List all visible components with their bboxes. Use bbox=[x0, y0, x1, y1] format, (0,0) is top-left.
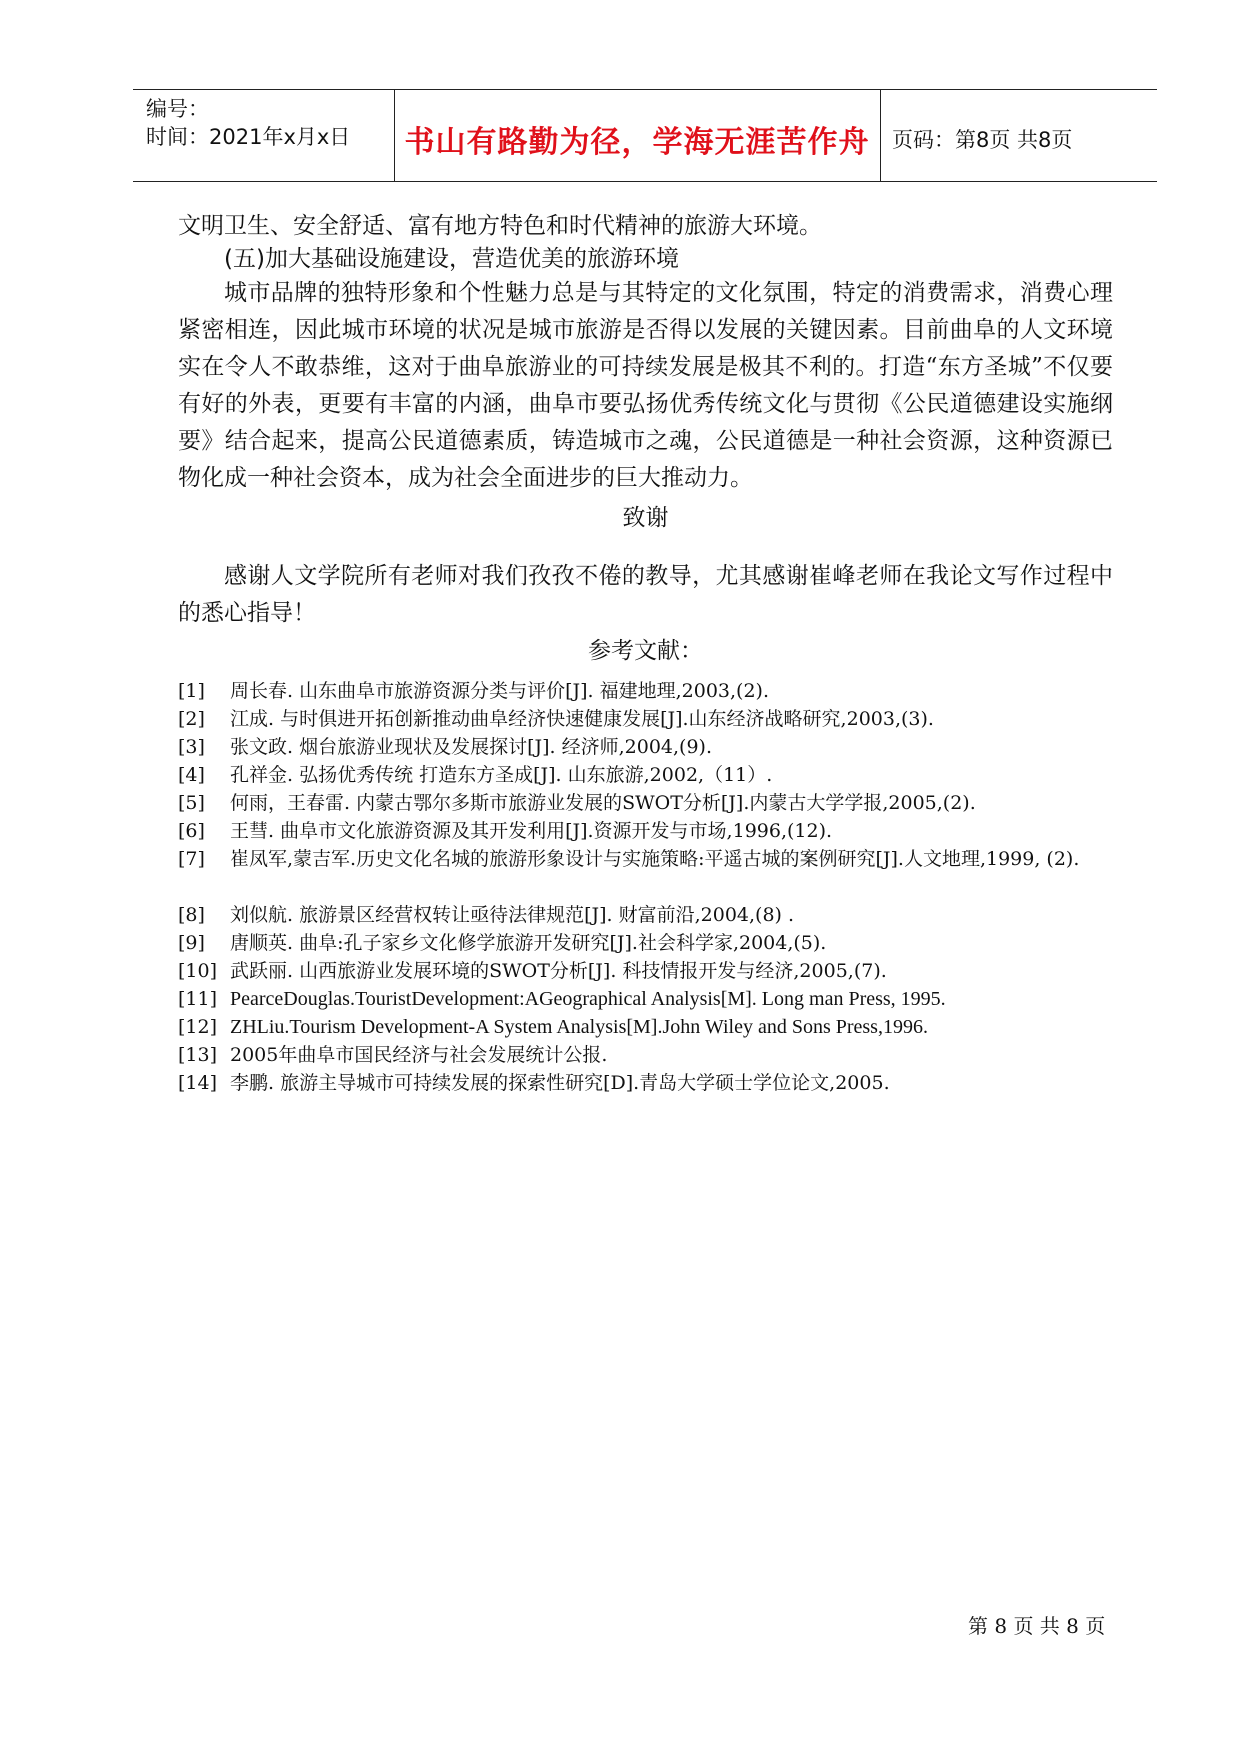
reference-text: 孔祥金. 弘扬优秀传统 打造东方圣成[J]. 山东旅游,2002,（11）. bbox=[230, 764, 773, 786]
reference-item bbox=[178, 705, 1128, 733]
reference-number: [13] bbox=[178, 1044, 218, 1066]
reference-number: [9] bbox=[178, 932, 205, 954]
section-paragraph: 城市品牌的独特形象和个性魅力总是与其特定的文化氛围，特定的消费需求，消费心理紧密相连，因此城市环境的状况是城市旅游是否得以发展的关键因素。目前曲阜的人文环境实在令人不敢恭维，这对于曲阜旅游业的可持续发展是极其不利的。打造“东方圣城”不仅要有好的外表，更要有丰富的内涵，曲阜市要弘扬优秀传统文化与贯彻《公民道德建设实施纲要》结合起来，提高公民道德素质，铸造城市之魂，公民道德是一种社会资源，这种资源已物化成一种社会资本，成为社会全面进步的巨大推动力。 bbox=[178, 280, 1113, 491]
reference-item bbox=[178, 789, 1128, 817]
section-heading: (五)加大基础设施建设，营造优美的旅游环境 bbox=[224, 246, 679, 272]
reference-text: 王彗. 曲阜市文化旅游资源及其开发利用[J].资源开发与市场,1996,(12). bbox=[230, 820, 833, 842]
reference-item bbox=[178, 985, 1128, 1013]
reference-item bbox=[178, 1041, 1128, 1069]
reference-text: 江成. 与时俱进开拓创新推动曲阜经济快速健康发展[J].山东经济战略研究,2003,(3). bbox=[230, 708, 934, 730]
reference-number: [12] bbox=[178, 1016, 218, 1038]
reference-text: 周长春. 山东曲阜市旅游资源分类与评价[J]. 福建地理,2003,(2). bbox=[230, 680, 769, 702]
reference-text: 2005年曲阜市国民经济与社会发展统计公报. bbox=[230, 1044, 608, 1066]
reference-item bbox=[178, 1013, 1128, 1041]
reference-text: 何雨，王春雷. 内蒙古鄂尔多斯市旅游业发展的SWOT分析[J].内蒙古大学学报,2005,(2). bbox=[230, 792, 976, 814]
reference-item bbox=[178, 761, 1128, 789]
reference-item bbox=[178, 957, 1128, 985]
reference-item bbox=[178, 929, 1128, 957]
reference-number: [8] bbox=[178, 904, 205, 926]
reference-text: 武跃丽. 山西旅游业发展环境的SWOT分析[J]. 科技情报开发与经济,2005,(7). bbox=[230, 960, 887, 982]
reference-text: 张文政. 烟台旅游业现状及发展探讨[J]. 经济师,2004,(9). bbox=[230, 736, 712, 758]
reference-number: [4] bbox=[178, 764, 205, 786]
reference-text: PearceDouglas.TouristDevelopment:AGeographical Analysis[M]. Long man Press, 1995. bbox=[230, 988, 946, 1010]
reference-number: [1] bbox=[178, 680, 205, 702]
reference-number: [10] bbox=[178, 960, 218, 982]
page-footer: 第 8 页 共 8 页 bbox=[968, 1614, 1106, 1638]
acknowledgement-paragraph: 感谢人文学院所有老师对我们孜孜不倦的教导，尤其感谢崔峰老师在我论文写作过程中的悉心指导！ bbox=[178, 563, 1113, 626]
reference-number: [2] bbox=[178, 708, 205, 730]
references-heading: 参考文献： bbox=[588, 638, 703, 664]
reference-item bbox=[178, 677, 1128, 705]
references-list bbox=[178, 677, 1128, 1097]
reference-text: 李鹏. 旅游主导城市可持续发展的探索性研究[D].青岛大学硕士学位论文,2005. bbox=[230, 1072, 890, 1094]
section-body bbox=[178, 275, 1113, 497]
acknowledgement-heading: 致谢 bbox=[622, 505, 669, 531]
reference-item bbox=[178, 1069, 1128, 1097]
date-label: 时间：2021年x月x日 bbox=[146, 125, 351, 149]
page-number-label: 页码：第8页 共8页 bbox=[892, 128, 1073, 152]
reference-text: 刘似航. 旅游景区经营权转让亟待法律规范[J]. 财富前沿,2004,(8) . bbox=[230, 904, 795, 926]
reference-number: [7] bbox=[178, 848, 205, 870]
reference-text: 唐顺英. 曲阜:孔子家乡文化修学旅游开发研究[J].社会科学家,2004,(5). bbox=[230, 932, 827, 954]
header-divider-right bbox=[880, 89, 881, 181]
reference-number: [11] bbox=[178, 988, 218, 1010]
reference-item bbox=[178, 733, 1128, 761]
header-motto: 书山有路勤为径，学海无涯苦作舟 bbox=[404, 125, 870, 160]
header-divider-left bbox=[394, 89, 395, 181]
reference-text: ZHLiu.Tourism Development-A System Analysis[M].John Wiley and Sons Press,1996. bbox=[230, 1016, 928, 1038]
reference-item bbox=[178, 845, 1128, 901]
reference-number: [5] bbox=[178, 792, 205, 814]
reference-number: [6] bbox=[178, 820, 205, 842]
acknowledgement-body bbox=[178, 558, 1113, 632]
reference-number: [14] bbox=[178, 1072, 218, 1094]
reference-text: 崔凤军,蒙吉军.历史文化名城的旅游形象设计与实施策略:平遥古城的案例研究[J].人文地理,1999, (2). bbox=[230, 848, 1080, 870]
reference-number: [3] bbox=[178, 736, 205, 758]
reference-item bbox=[178, 817, 1128, 845]
reference-item bbox=[178, 901, 1128, 929]
serial-number-label: 编号： bbox=[146, 97, 209, 121]
header-bottom-rule bbox=[133, 181, 1157, 182]
header-top-rule bbox=[133, 89, 1157, 90]
continuation-text: 文明卫生、安全舒适、富有地方特色和时代精神的旅游大环境。 bbox=[178, 213, 822, 239]
